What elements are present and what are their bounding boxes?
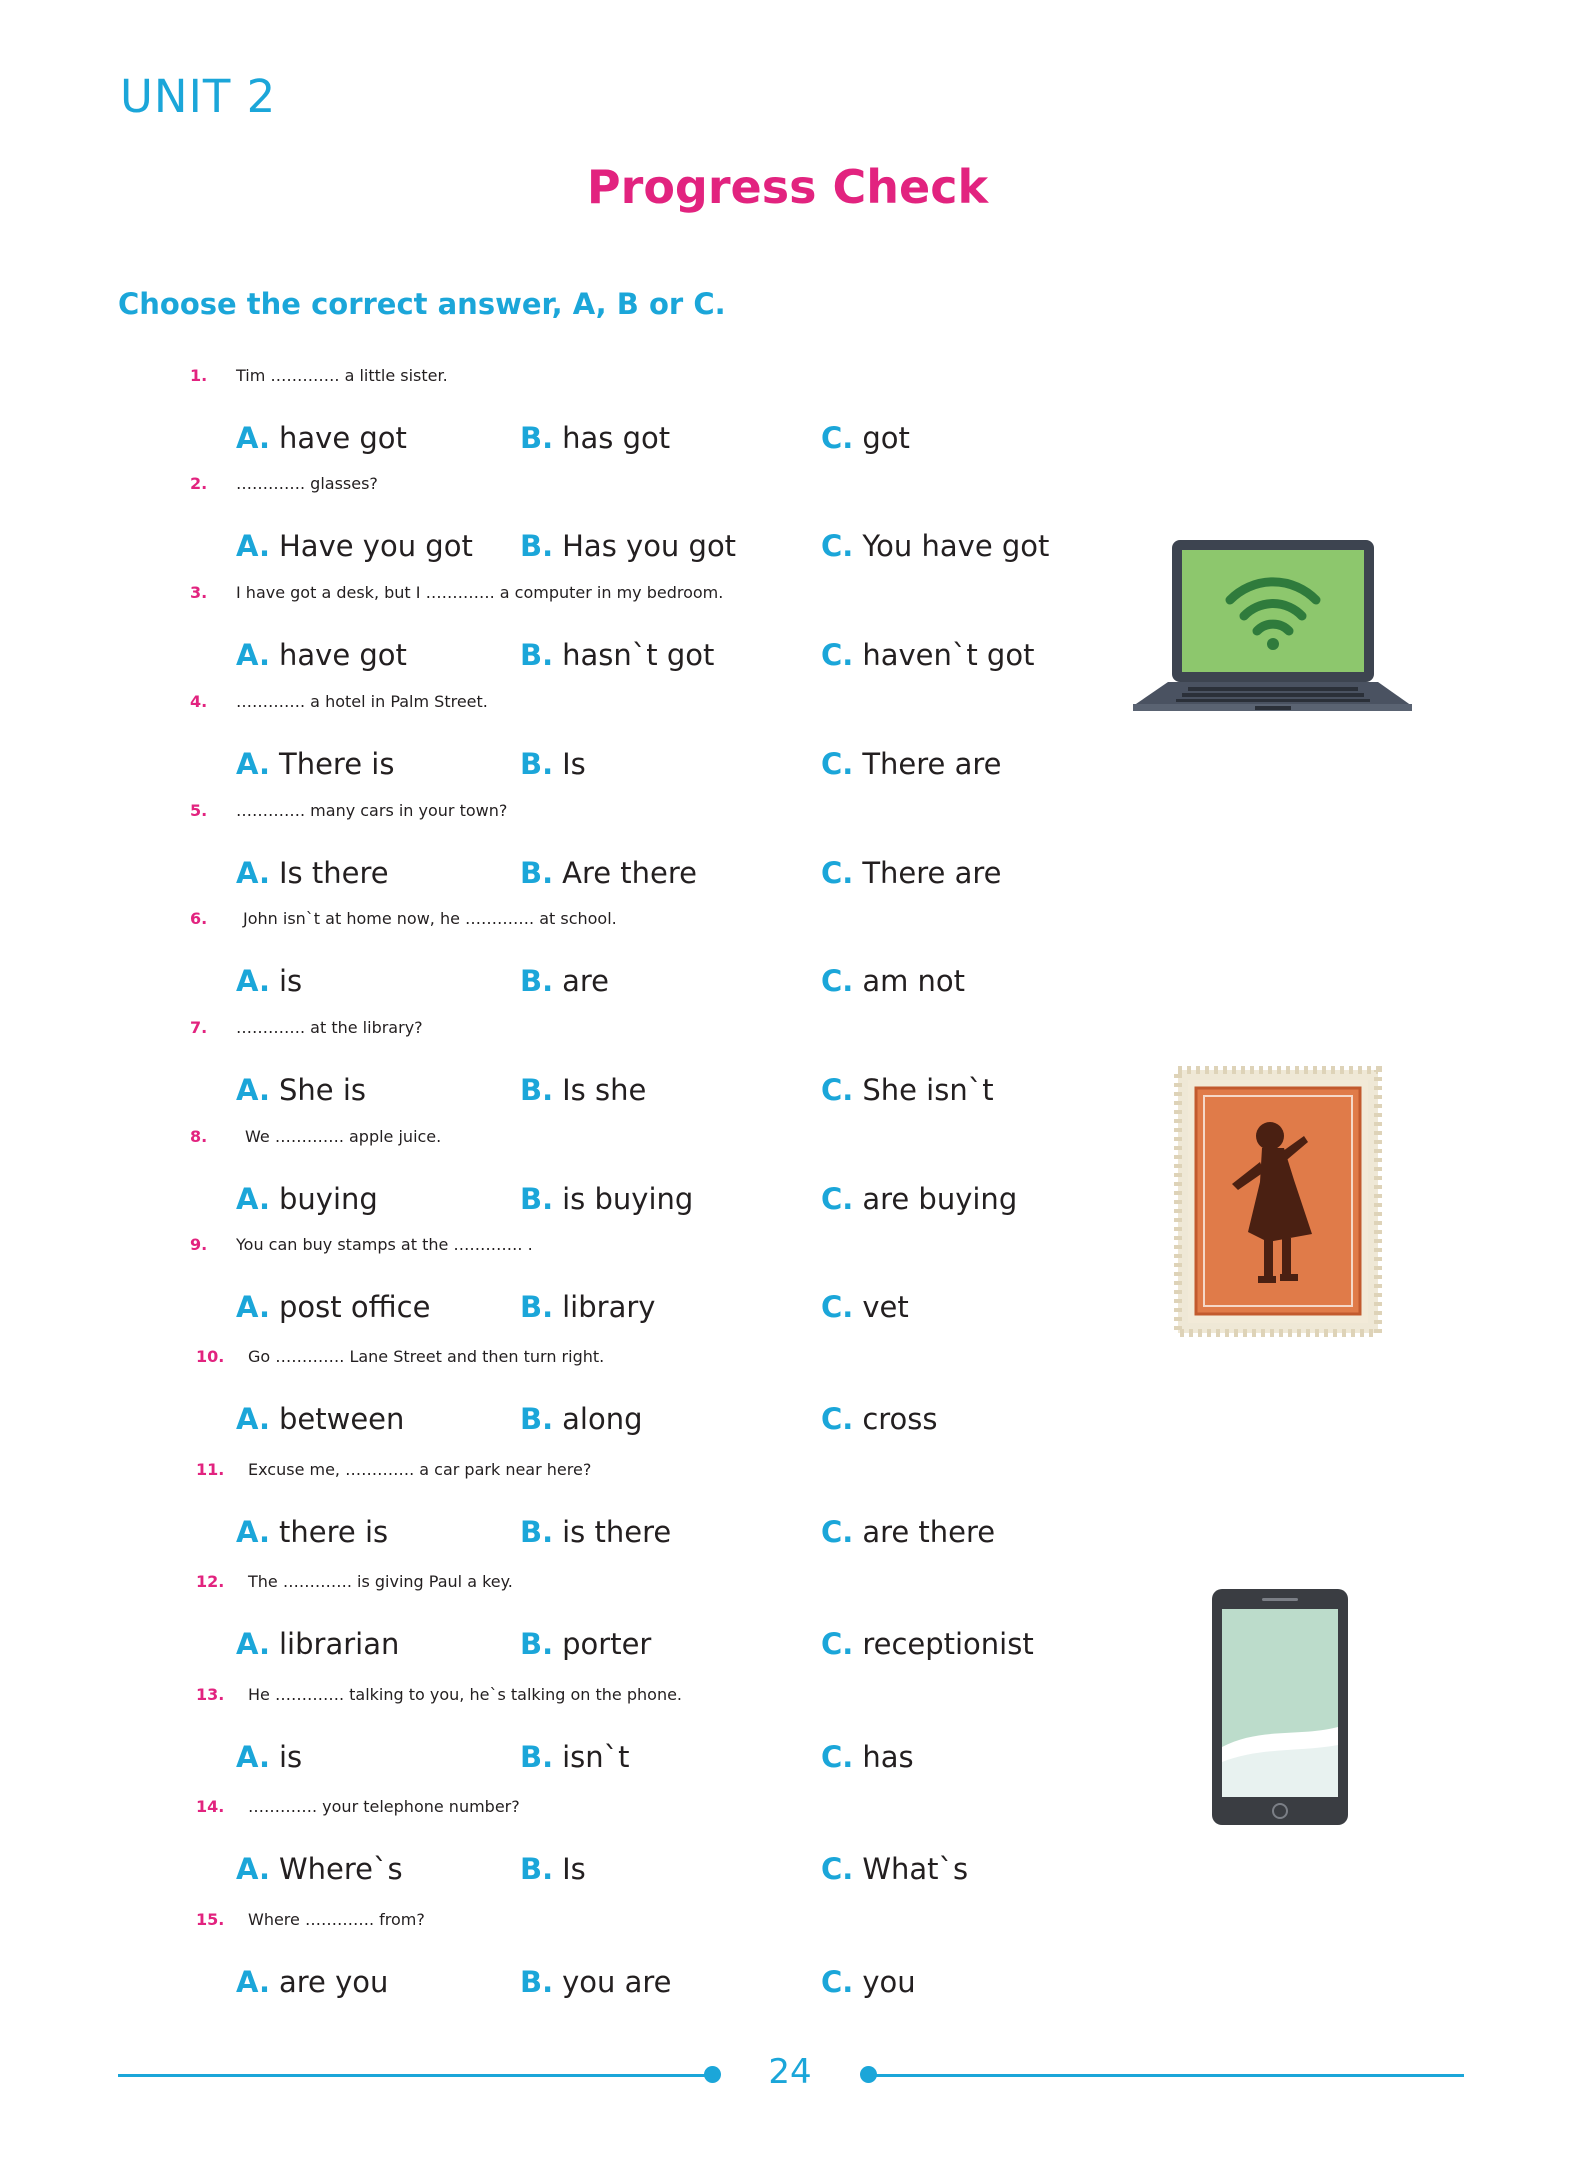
- option-label: B.: [520, 856, 554, 890]
- option-text: Is there: [279, 856, 389, 890]
- option-label: A.: [236, 421, 270, 455]
- option-text: buying: [279, 1182, 378, 1216]
- option-label: B.: [520, 421, 554, 455]
- option-label: A.: [236, 638, 270, 672]
- option-text: have got: [279, 421, 407, 455]
- question-text: Where …………. from?: [248, 1910, 425, 1929]
- option-text: there is: [279, 1515, 389, 1549]
- question-number: 3.: [190, 583, 208, 602]
- option-label: A.: [236, 747, 270, 781]
- option-label: B.: [520, 1740, 554, 1774]
- question-number: 4.: [190, 692, 208, 711]
- option-a[interactable]: [236, 1965, 388, 1999]
- option-a[interactable]: [236, 856, 389, 890]
- option-text: haven`t got: [862, 638, 1035, 672]
- question-text: He …………. talking to you, he`s talking on the phone.: [248, 1685, 683, 1704]
- question-text: Go …………. Lane Street and then turn right.: [248, 1347, 605, 1366]
- question-text: The …………. is giving Paul a key.: [248, 1572, 513, 1591]
- option-label: C.: [821, 638, 854, 672]
- option-label: B.: [520, 1290, 554, 1324]
- option-text: isn`t: [562, 1740, 630, 1774]
- option-b[interactable]: [520, 529, 736, 563]
- question-number: 1.: [190, 366, 208, 385]
- option-label: C.: [821, 1965, 854, 1999]
- option-b[interactable]: [520, 1852, 586, 1886]
- option-text: along: [562, 1402, 643, 1436]
- option-c[interactable]: [821, 1852, 968, 1886]
- option-b[interactable]: [520, 1182, 693, 1216]
- option-text: There is: [279, 747, 395, 781]
- option-label: A.: [236, 1740, 270, 1774]
- question-6: [0, 905, 1575, 1014]
- question-number: 8.: [190, 1127, 208, 1146]
- option-text: has: [862, 1740, 914, 1774]
- option-c[interactable]: [821, 747, 1002, 781]
- question-number: 6.: [190, 909, 208, 928]
- option-label: B.: [520, 1182, 554, 1216]
- option-label: C.: [821, 421, 854, 455]
- option-label: C.: [821, 1290, 854, 1324]
- question-number: 10.: [196, 1347, 225, 1366]
- option-c[interactable]: [821, 1740, 914, 1774]
- option-c[interactable]: [821, 529, 1049, 563]
- option-text: got: [862, 421, 910, 455]
- option-text: cross: [862, 1402, 938, 1436]
- option-text: are: [562, 964, 610, 998]
- page-number: 24: [768, 2052, 812, 2092]
- option-text: post office: [279, 1290, 431, 1324]
- option-label: A.: [236, 856, 270, 890]
- option-b[interactable]: [520, 1740, 630, 1774]
- question-text: …………. a hotel in Palm Street.: [236, 692, 488, 711]
- option-label: C.: [821, 1402, 854, 1436]
- option-b[interactable]: [520, 856, 697, 890]
- question-text: Tim …………. a little sister.: [236, 366, 448, 385]
- option-c[interactable]: [821, 421, 910, 455]
- option-a[interactable]: [236, 638, 407, 672]
- option-text: receptionist: [862, 1627, 1034, 1661]
- option-label: A.: [236, 1627, 270, 1661]
- option-label: A.: [236, 1402, 270, 1436]
- option-b[interactable]: [520, 1965, 672, 1999]
- option-label: C.: [821, 1852, 854, 1886]
- option-text: are buying: [862, 1182, 1018, 1216]
- question-text: …………. glasses?: [236, 474, 378, 493]
- option-label: C.: [821, 1740, 854, 1774]
- option-b[interactable]: [520, 1515, 671, 1549]
- option-label: C.: [821, 1073, 854, 1107]
- option-a[interactable]: [236, 421, 407, 455]
- question-number: 13.: [196, 1685, 225, 1704]
- question-text: Excuse me, …………. a car park near here?: [248, 1460, 592, 1479]
- option-c[interactable]: [821, 1402, 938, 1436]
- option-label: B.: [520, 1965, 554, 1999]
- unit-heading: UNIT 2: [120, 70, 277, 123]
- question-number: 15.: [196, 1910, 225, 1929]
- option-text: is buying: [562, 1182, 694, 1216]
- phone-illustration: [1210, 1587, 1350, 1827]
- question-number: 11.: [196, 1460, 225, 1479]
- option-label: A.: [236, 1852, 270, 1886]
- option-a[interactable]: [236, 529, 473, 563]
- option-b[interactable]: [520, 1402, 642, 1436]
- option-b[interactable]: [520, 1073, 646, 1107]
- option-label: B.: [520, 638, 554, 672]
- option-label: A.: [236, 1965, 270, 1999]
- option-c[interactable]: [821, 964, 965, 998]
- option-b[interactable]: [520, 747, 586, 781]
- option-label: B.: [520, 1627, 554, 1661]
- option-text: Are there: [562, 856, 698, 890]
- option-label: A.: [236, 1182, 270, 1216]
- option-label: A.: [236, 1290, 270, 1324]
- option-text: library: [562, 1290, 656, 1324]
- option-label: A.: [236, 964, 270, 998]
- option-label: B.: [520, 1515, 554, 1549]
- stamp-illustration: [1172, 1064, 1384, 1339]
- option-text: is there: [562, 1515, 672, 1549]
- option-text: There are: [862, 747, 1002, 781]
- option-label: B.: [520, 529, 554, 563]
- option-text: you are: [562, 1965, 672, 1999]
- option-text: There are: [862, 856, 1002, 890]
- question-text: …………. at the library?: [236, 1018, 423, 1037]
- option-label: A.: [236, 529, 270, 563]
- option-text: porter: [562, 1627, 652, 1661]
- option-text: hasn`t got: [562, 638, 715, 672]
- option-text: vet: [862, 1290, 909, 1324]
- question-text: John isn`t at home now, he …………. at school.: [243, 909, 617, 928]
- option-a[interactable]: [236, 1515, 388, 1549]
- option-a[interactable]: [236, 1740, 302, 1774]
- option-b[interactable]: [520, 964, 609, 998]
- option-a[interactable]: [236, 1073, 366, 1107]
- question-number: 7.: [190, 1018, 208, 1037]
- question-1: [0, 362, 1575, 470]
- option-a[interactable]: [236, 1290, 430, 1324]
- option-label: C.: [821, 964, 854, 998]
- instruction: Choose the correct answer, A, B or C.: [118, 287, 726, 321]
- option-text: She is: [279, 1073, 367, 1107]
- option-text: Is: [562, 1852, 586, 1886]
- option-label: C.: [821, 1515, 854, 1549]
- footer-dot-left: [704, 2066, 721, 2083]
- option-label: B.: [520, 1402, 554, 1436]
- option-a[interactable]: [236, 1627, 399, 1661]
- option-label: B.: [520, 1852, 554, 1886]
- option-text: Where`s: [279, 1852, 403, 1886]
- question-number: 12.: [196, 1572, 225, 1591]
- option-label: B.: [520, 964, 554, 998]
- option-text: is: [279, 1740, 303, 1774]
- laptop-illustration: [1130, 538, 1415, 713]
- question-number: 2.: [190, 474, 208, 493]
- footer-rule-right: [872, 2074, 1464, 2077]
- question-number: 14.: [196, 1797, 225, 1816]
- option-c[interactable]: [821, 1515, 995, 1549]
- option-text: Is: [562, 747, 586, 781]
- option-b[interactable]: [520, 1627, 651, 1661]
- page-title: Progress Check: [586, 160, 989, 214]
- question-15: [0, 1906, 1575, 2018]
- option-c[interactable]: [821, 638, 1034, 672]
- option-label: B.: [520, 747, 554, 781]
- question-text: …………. many cars in your town?: [236, 801, 508, 820]
- option-a[interactable]: [236, 1402, 404, 1436]
- option-text: Is she: [562, 1073, 647, 1107]
- question-number: 9.: [190, 1235, 208, 1254]
- option-text: you: [862, 1965, 916, 1999]
- question-text: You can buy stamps at the …………. .: [236, 1235, 533, 1254]
- option-b[interactable]: [520, 1290, 655, 1324]
- option-b[interactable]: [520, 638, 714, 672]
- option-c[interactable]: [821, 1965, 916, 1999]
- question-10: [0, 1343, 1575, 1456]
- option-a[interactable]: [236, 964, 302, 998]
- question-text: We …………. apple juice.: [245, 1127, 442, 1146]
- option-c[interactable]: [821, 1073, 994, 1107]
- option-label: C.: [821, 856, 854, 890]
- option-label: A.: [236, 1073, 270, 1107]
- option-text: What`s: [862, 1852, 969, 1886]
- option-c[interactable]: [821, 1290, 909, 1324]
- question-11: [0, 1456, 1575, 1568]
- option-c[interactable]: [821, 1627, 1034, 1661]
- option-a[interactable]: [236, 1182, 378, 1216]
- option-text: am not: [862, 964, 966, 998]
- option-c[interactable]: [821, 1182, 1017, 1216]
- option-label: C.: [821, 1627, 854, 1661]
- question-5: [0, 797, 1575, 905]
- option-text: are you: [279, 1965, 389, 1999]
- option-text: She isn`t: [862, 1073, 994, 1107]
- option-label: B.: [520, 1073, 554, 1107]
- question-text: …………. your telephone number?: [248, 1797, 520, 1816]
- option-text: Have you got: [279, 529, 473, 563]
- option-text: librarian: [279, 1627, 400, 1661]
- footer-rule-left: [118, 2074, 716, 2077]
- option-b[interactable]: [520, 421, 670, 455]
- option-text: You have got: [862, 529, 1050, 563]
- option-text: are there: [862, 1515, 996, 1549]
- option-text: is: [279, 964, 303, 998]
- option-label: C.: [821, 747, 854, 781]
- option-c[interactable]: [821, 856, 1002, 890]
- option-text: between: [279, 1402, 405, 1436]
- option-text: Has you got: [562, 529, 737, 563]
- option-label: C.: [821, 1182, 854, 1216]
- option-a[interactable]: [236, 747, 394, 781]
- option-text: have got: [279, 638, 407, 672]
- question-text: I have got a desk, but I …………. a computer in my bedroom.: [236, 583, 724, 602]
- option-text: has got: [562, 421, 671, 455]
- option-label: C.: [821, 529, 854, 563]
- option-label: A.: [236, 1515, 270, 1549]
- question-number: 5.: [190, 801, 208, 820]
- option-a[interactable]: [236, 1852, 403, 1886]
